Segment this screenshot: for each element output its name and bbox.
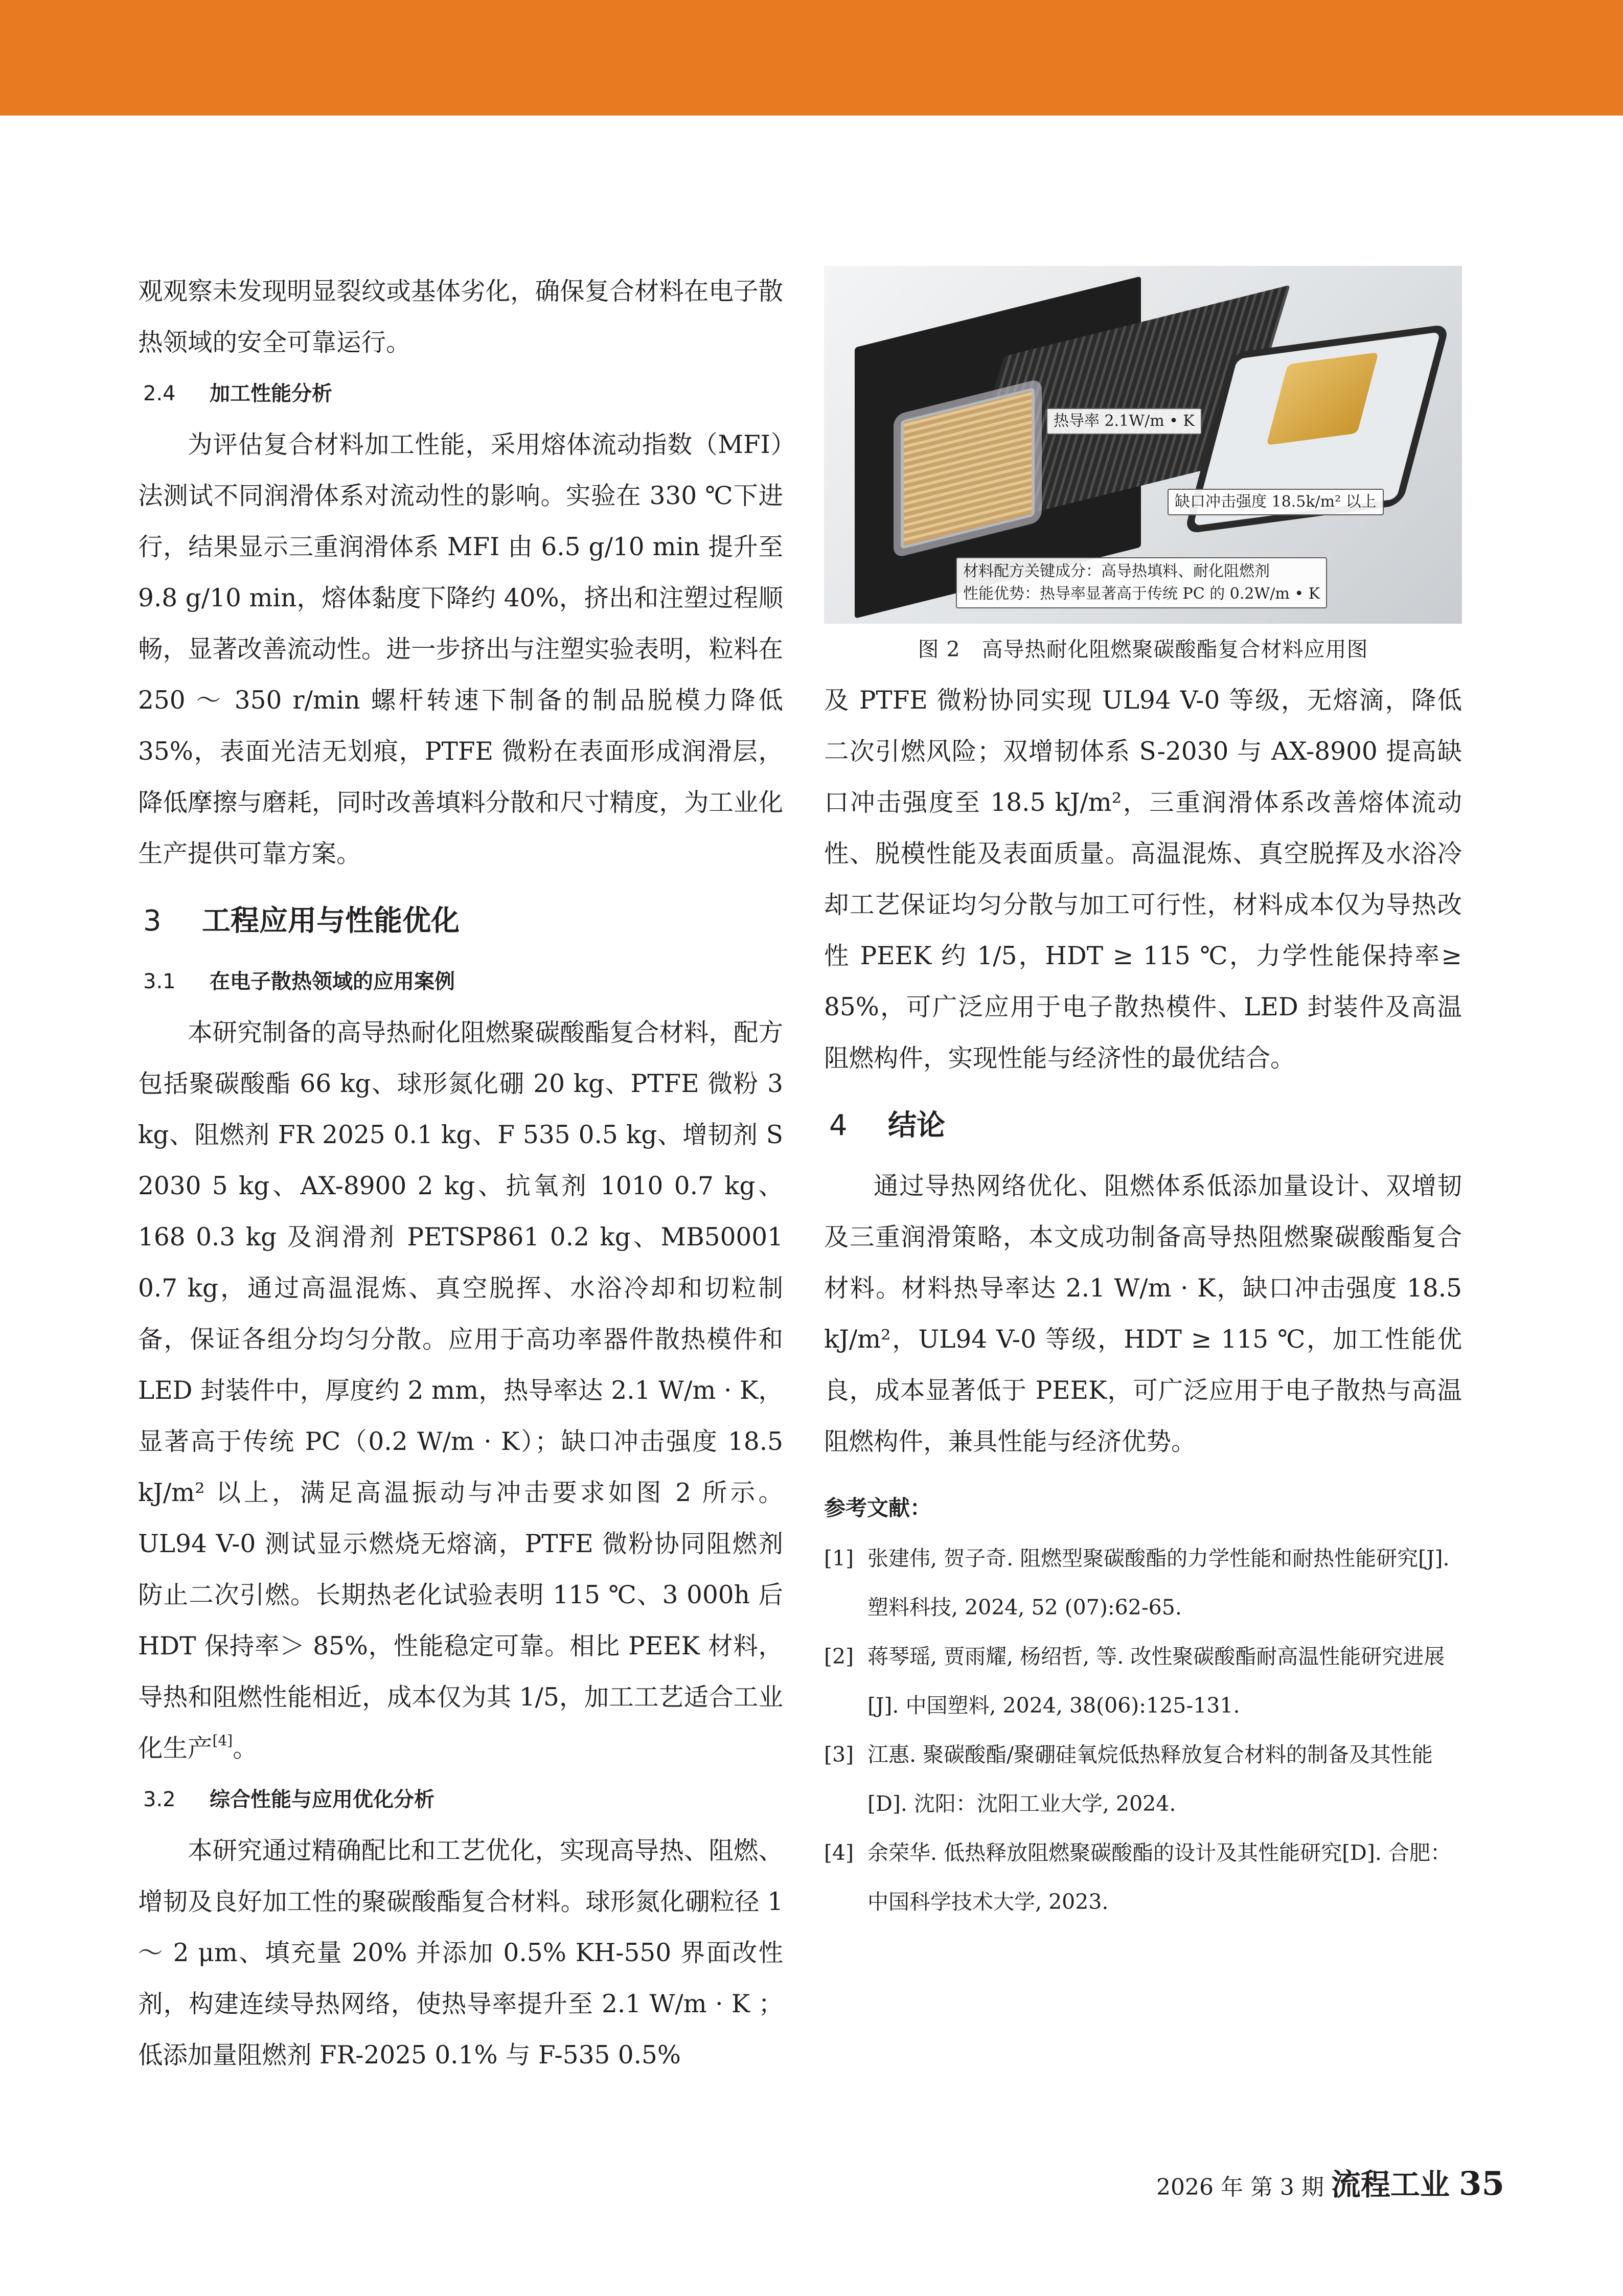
- reference-number: [4]: [824, 1840, 854, 1865]
- section-title: 工程应用与性能优化: [202, 904, 460, 938]
- section-heading-3-2: [138, 1774, 783, 1825]
- figure-caption-number: 图 2: [918, 637, 961, 662]
- page-footer: [1156, 2158, 1504, 2213]
- right-column: [824, 266, 1462, 1926]
- figure-label-box: [956, 557, 1327, 608]
- header-color-band: [0, 0, 1623, 116]
- references-list: [824, 1534, 1462, 1926]
- footer-journal-name: 流程工业: [1331, 2167, 1450, 2202]
- section-heading-2-4: [138, 368, 783, 419]
- section-number: 3.2: [143, 1788, 176, 1811]
- section-number: 3: [143, 904, 162, 938]
- reference-item: [824, 1730, 1462, 1828]
- reference-item: [824, 1828, 1462, 1926]
- paragraph-3-1-text: 本研究制备的高导热耐化阻燃聚碳酸酯复合材料，配方包括聚碳酸酯 66 kg、球形氮化硼 20 kg、PTFE 微粉 3 kg、阻燃剂 FR 2025 0.1 kg、F 535 0.5 kg、增韧剂 S 2030 5 kg、AX-8900 2 kg、抗氧剂 1010 0.7 kg、168 0.3 kg 及润滑剂 PETSP861 0.2 kg、MB50001 0.7 kg，通过高温混炼、真空脱挥、水浴冷却和切粒制备，保证各组分均匀分散。应用于高功率器件散热模件和 LED 封装件中，厚度约 2 mm，热导率达 2.1 W/m · K，显著高于传统 PC（0.2 W/m · K）；缺口冲击强度 18.5 kJ/m² 以上，满足高温振动与冲击要求如图 2 所示。UL94 V-0 测试显示燃烧无熔滴，PTFE 微粉协同阻燃剂防止二次引燃。长期热老化试验表明 115 ℃、3 000h 后 HDT 保持率＞ 85%，性能稳定可靠。相比 PEEK 材料，导热和阻燃性能相近，成本仅为其 1/5，加工工艺适合工业化生产: [138, 1018, 783, 1763]
- section-title: 加工性能分析: [210, 382, 332, 405]
- section-number: 3.1: [143, 970, 176, 993]
- references-title: 参考文献：: [824, 1495, 932, 1520]
- section-title: 在电子散热领域的应用案例: [210, 970, 455, 993]
- paragraph-3-2: 本研究通过精确配比和工艺优化，实现高导热、阻燃、增韧及良好加工性的聚碳酸酯复合材料。球形氮化硼粒径 1 ～ 2 μm、填充量 20% 并添加 0.5% KH-550 界面改性剂，构建连续导热网络，使热导率提升至 2.1 W/m · K ；低添加量阻燃剂 FR-2025 0.1% 与 F-535 0.5%: [138, 1836, 783, 2070]
- reference-number: [1]: [824, 1546, 854, 1571]
- reference-number: [2]: [824, 1644, 854, 1669]
- section-heading-3-1: [138, 956, 783, 1007]
- page-number: 35: [1458, 2165, 1504, 2203]
- paragraph-continued: 观观察未发现明显裂纹或基体劣化，确保复合材料在电子散热领域的安全可靠运行。: [138, 277, 783, 357]
- citation-superscript: [4]: [212, 1732, 233, 1749]
- paragraph-conclusion: 通过导热网络优化、阻燃体系低添加量设计、双增韧及三重润滑策略，本文成功制备高导热阻燃聚碳酸酯复合材料。材料热导率达 2.1 W/m · K，缺口冲击强度 18.5 kJ/m²，UL94 V-0 等级，HDT ≥ 115 ℃，加工性能优良，成本显著低于 PEEK，可广泛应用于电子散热与高温阻燃构件，兼具性能与经济优势。: [824, 1172, 1462, 1456]
- figure-label-impact: 缺口冲击强度 18.5k/m² 以上: [1168, 489, 1384, 515]
- paragraph-3-1: [138, 1007, 783, 1774]
- reference-item: [824, 1632, 1462, 1730]
- figure-2-photo: [824, 266, 1462, 624]
- reference-text: 蒋琴瑶, 贾雨耀, 杨绍哲, 等. 改性聚碳酸酯耐高温性能研究进展[J]. 中国塑料, 2024, 38(06):125-131.: [867, 1644, 1445, 1718]
- figure-caption: [824, 624, 1462, 675]
- section-number: 4: [829, 1109, 848, 1142]
- left-column: [138, 266, 783, 2081]
- reference-number: [3]: [824, 1742, 854, 1767]
- paragraph-2-4: 为评估复合材料加工性能，采用熔体流动指数（MFI）法测试不同润滑体系对流动性的影响。实验在 330 ℃下进行，结果显示三重润滑体系 MFI 由 6.5 g/10 min 提升至 9.8 g/10 min，熔体黏度下降约 40%，挤出和注塑过程顺畅，显著改善流动性。进一步挤出与注塑实验表明，粒料在 250 ～ 350 r/min 螺杆转速下制备的制品脱模力降低 35%，表面光洁无划痕，PTFE 微粉在表面形成润滑层，降低摩擦与磨耗，同时改善填料分散和尺寸精度，为工业化生产提供可靠方案。: [138, 430, 783, 868]
- reference-text: 张建伟, 贺子奇. 阻燃型聚碳酸酯的力学性能和耐热性能研究[J]. 塑料科技, 2024, 52 (07):62-65.: [867, 1546, 1450, 1620]
- section-heading-3: [138, 891, 783, 952]
- section-heading-4: [824, 1095, 1462, 1156]
- footer-issue: 2026 年 第 3 期: [1156, 2174, 1324, 2200]
- reference-text: 余荣华. 低热释放阻燃聚碳酸酯的设计及其性能研究[D]. 合肥：中国科学技术大学, 2023.: [867, 1840, 1451, 1914]
- paragraph-continued-right: 及 PTFE 微粉协同实现 UL94 V-0 等级，无熔滴，降低二次引燃风险；双增韧体系 S-2030 与 AX-8900 提高缺口冲击强度至 18.5 kJ/m²，三重润滑体系改善熔体流动性、脱模性能及表面质量。高温混炼、真空脱挥及水浴冷却工艺保证均匀分散与加工可行性，材料成本仅为导热改性 PEEK 约 1/5，HDT ≥ 115 ℃，力学性能保持率≥ 85%，可广泛应用于电子散热模件、LED 封装件及高温阻燃构件，实现性能与经济性的最优结合。: [824, 686, 1462, 1073]
- figure-label-advantage: 性能优势：热导率显著高于传统 PC 的 0.2W/m • K: [963, 585, 1320, 603]
- section-title: 结论: [888, 1109, 945, 1142]
- reference-text: 江惠. 聚碳酸酯/聚硼硅氧烷低热释放复合材料的制备及其性能[D]. 沈阳：沈阳工业大学, 2024.: [867, 1742, 1433, 1816]
- figure-caption-text: 高导热耐化阻燃聚碳酸酯复合材料应用图: [981, 637, 1368, 662]
- section-title: 综合性能与应用优化分析: [210, 1788, 435, 1811]
- reference-item: [824, 1534, 1462, 1632]
- figure-label-thermal: 热导率 2.1W/m • K: [1046, 408, 1202, 435]
- figure-label-formula: 材料配方关键成分：高导热填料、耐化阻燃剂: [963, 562, 1270, 580]
- paragraph-3-1-end: 。: [233, 1734, 258, 1763]
- section-number: 2.4: [143, 382, 176, 405]
